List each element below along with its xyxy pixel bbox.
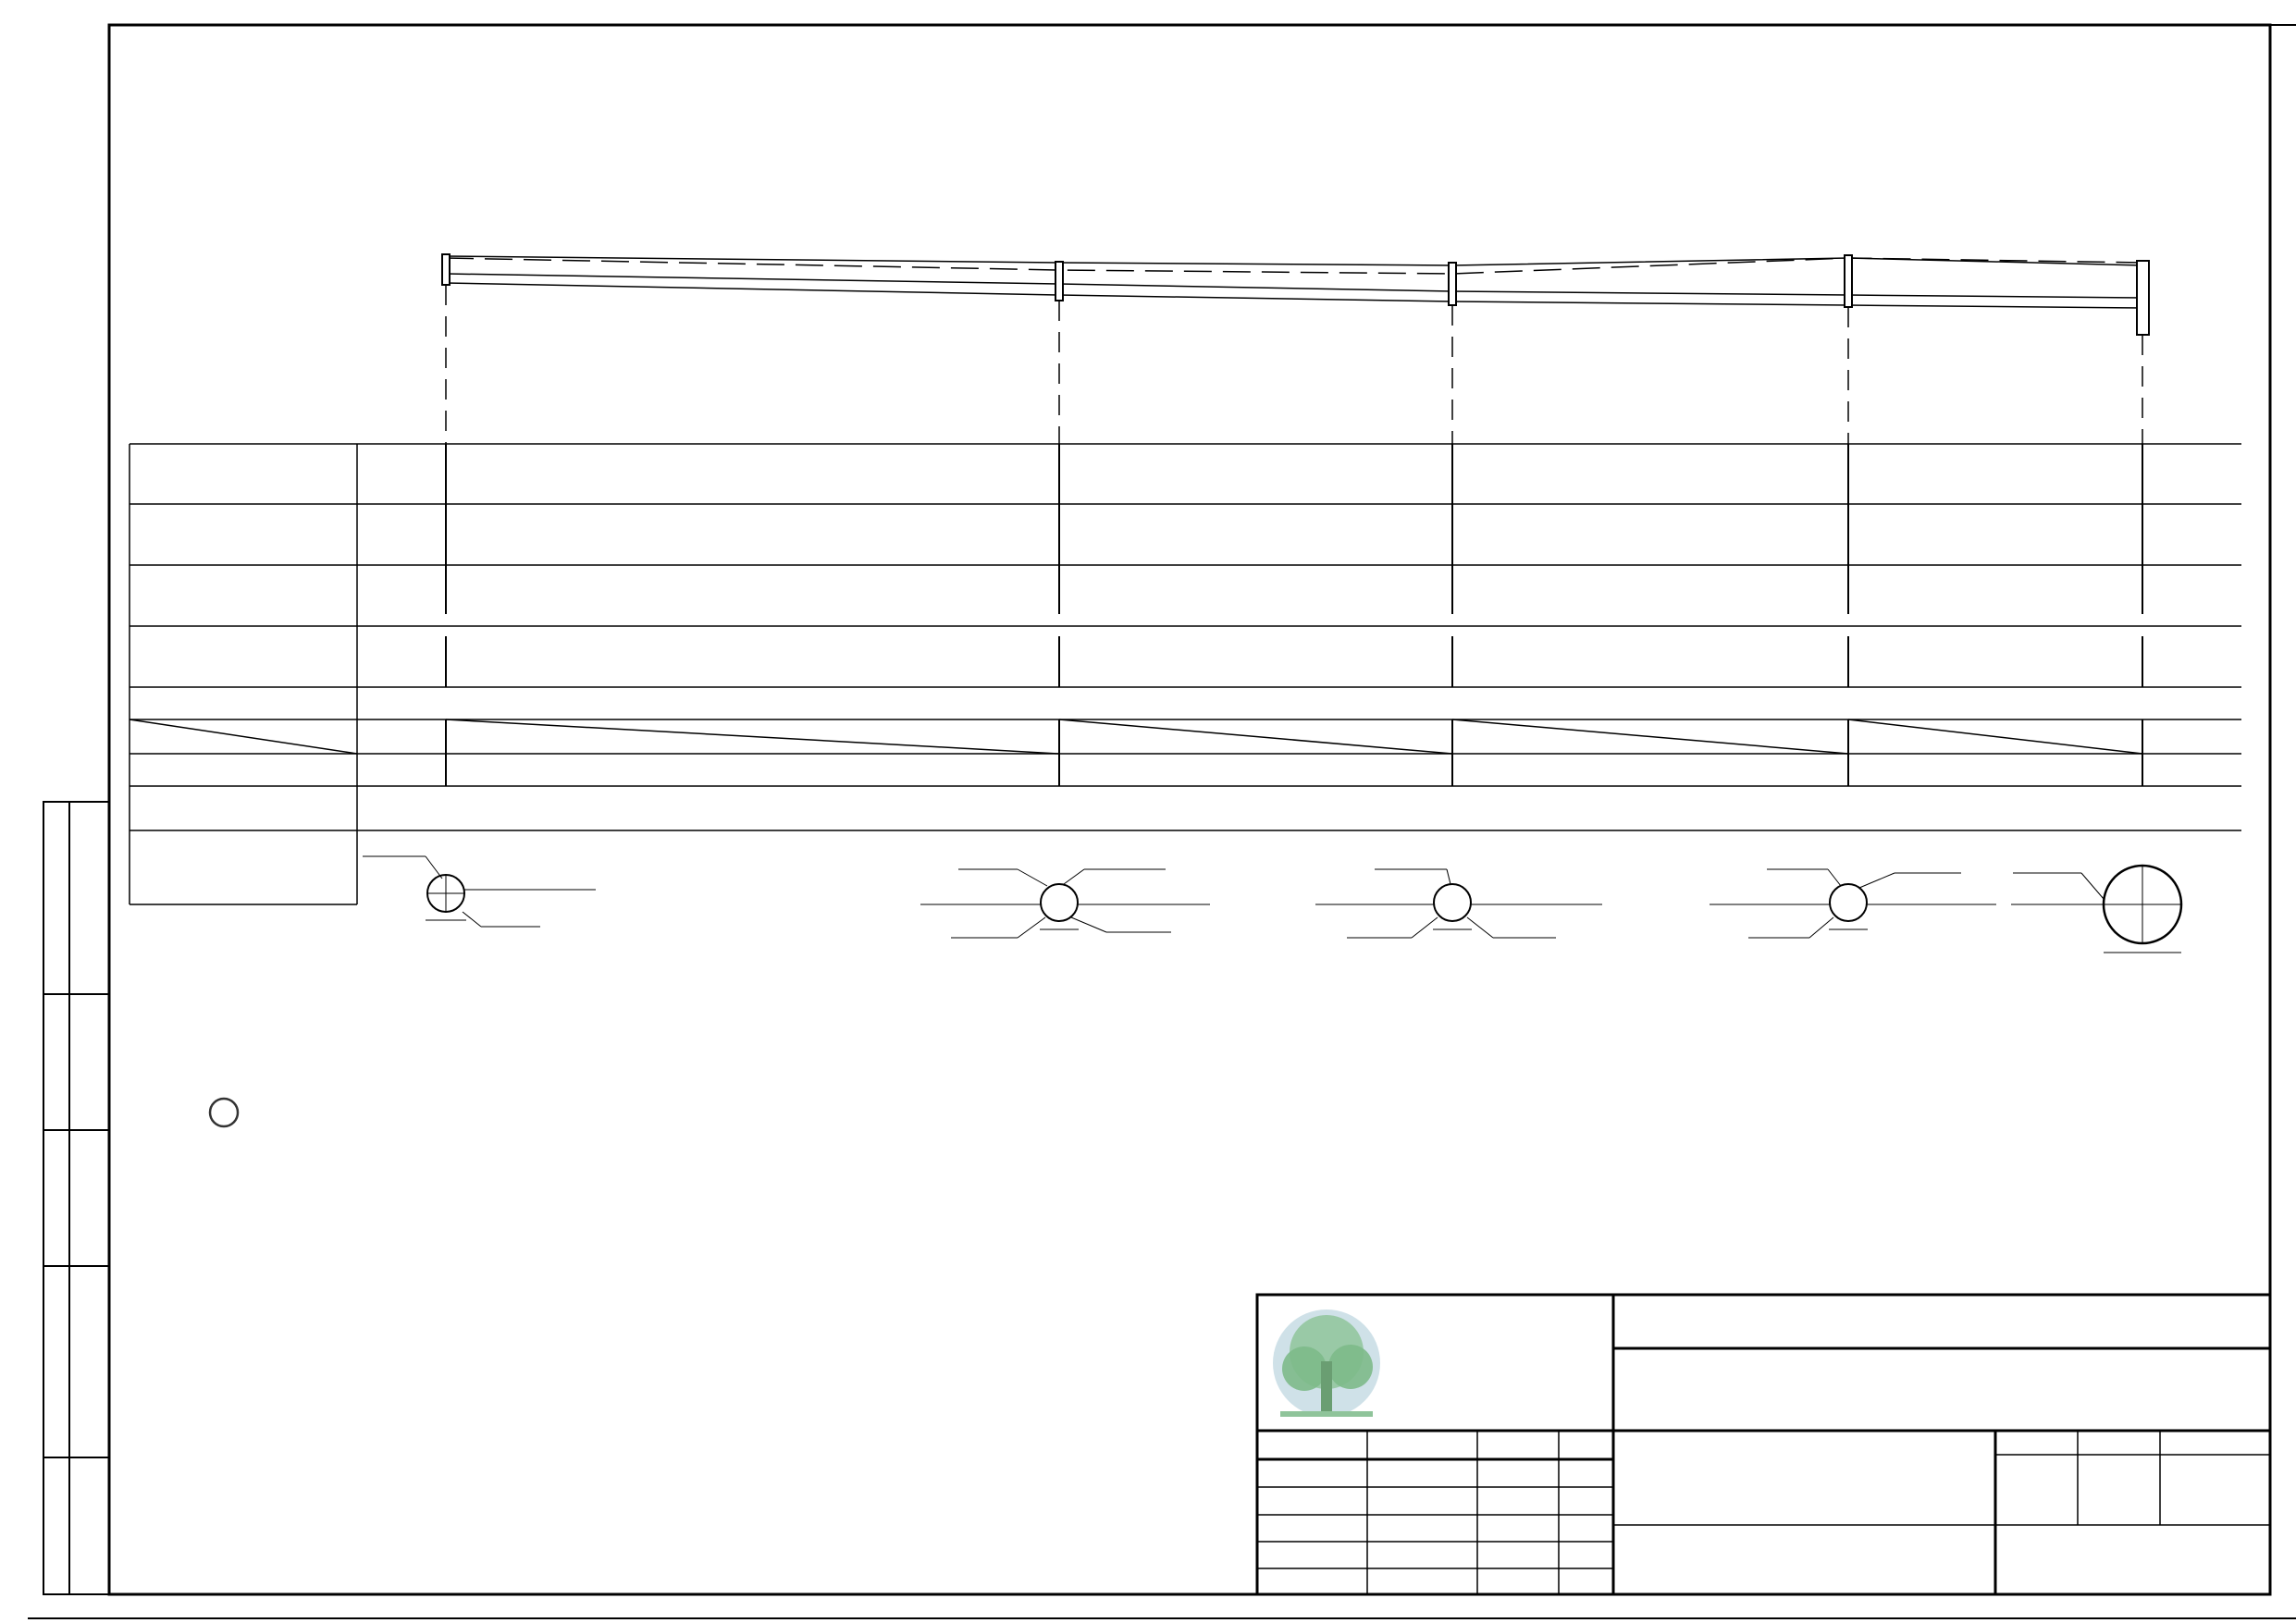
scheme-well-2 bbox=[1710, 869, 1996, 938]
title-block bbox=[1257, 1295, 2270, 1594]
side-stamp bbox=[43, 802, 109, 1594]
brand-logo-icon bbox=[1273, 1309, 1380, 1417]
well-3-shaft bbox=[1449, 263, 1456, 305]
scheme-well-1 bbox=[2011, 866, 2181, 953]
well-4-shaft bbox=[1055, 262, 1063, 301]
well-1-shaft bbox=[2137, 261, 2149, 335]
well-2-shaft bbox=[1845, 255, 1852, 307]
legend bbox=[210, 1099, 238, 1126]
pipe-top bbox=[446, 274, 2142, 298]
scheme-well-3 bbox=[1315, 869, 1602, 938]
design-ground-line bbox=[446, 256, 2142, 265]
profile-table bbox=[130, 444, 2241, 904]
scheme-well-4 bbox=[920, 869, 1210, 938]
pipe-profile bbox=[442, 254, 2149, 444]
well-6-shaft bbox=[442, 254, 450, 285]
ground-line bbox=[446, 258, 2142, 274]
well-symbol-icon bbox=[210, 1099, 238, 1126]
scheme-well-6 bbox=[363, 856, 596, 927]
